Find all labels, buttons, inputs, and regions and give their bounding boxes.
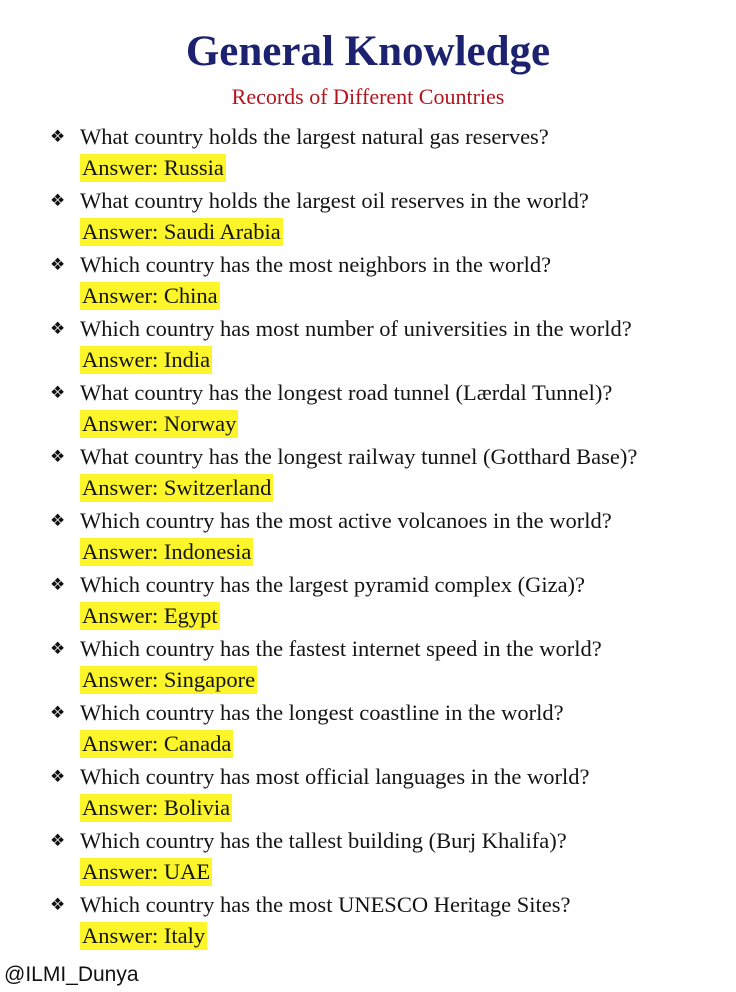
question-1 — [50, 122, 549, 152]
question-7 — [50, 506, 612, 536]
question-13 — [50, 890, 571, 920]
qa-item-7 — [0, 506, 736, 570]
question-2 — [50, 186, 589, 216]
question-5 — [50, 378, 612, 408]
question-text: Which country has the most active volcanoes in the world? — [80, 508, 612, 533]
answer-3: Answer: China — [82, 283, 218, 308]
question-text: Which country has most official languages in the world? — [80, 764, 590, 789]
page-subtitle: Records of Different Countries — [231, 84, 505, 109]
question-text: What country holds the largest natural gas reserves? — [80, 124, 549, 149]
qa-item-4 — [0, 314, 736, 378]
diamond-bullet-icon: ❖ — [50, 831, 66, 851]
qa-item-5 — [0, 378, 736, 442]
qa-item-6 — [0, 442, 736, 506]
answer-12: Answer: UAE — [82, 859, 211, 884]
question-4 — [50, 314, 632, 344]
question-3 — [50, 250, 551, 280]
question-text: Which country has most number of universities in the world? — [80, 316, 632, 341]
qa-item-12 — [0, 826, 736, 890]
question-6 — [50, 442, 637, 472]
answer-13: Answer: Italy — [82, 923, 206, 948]
answer-6: Answer: Switzerland — [82, 475, 272, 500]
diamond-bullet-icon: ❖ — [50, 895, 66, 915]
diamond-bullet-icon: ❖ — [50, 127, 66, 147]
question-12 — [50, 826, 567, 856]
diamond-bullet-icon: ❖ — [50, 767, 66, 787]
qa-item-13 — [0, 890, 736, 954]
qa-item-2 — [0, 186, 736, 250]
question-text: What country has the longest railway tunnel (Gotthard Base)? — [80, 444, 638, 469]
diamond-bullet-icon: ❖ — [50, 511, 66, 531]
qa-item-11 — [0, 762, 736, 826]
question-text: Which country has the largest pyramid complex (Giza)? — [80, 572, 586, 597]
answer-10: Answer: Canada — [82, 731, 232, 756]
qa-item-10 — [0, 698, 736, 762]
qa-item-1 — [0, 122, 736, 186]
answer-4: Answer: India — [82, 347, 211, 372]
question-text: Which country has the most neighbors in the world? — [80, 252, 552, 277]
qa-item-3 — [0, 250, 736, 314]
question-text: Which country has the longest coastline in the world? — [80, 700, 564, 725]
diamond-bullet-icon: ❖ — [50, 319, 66, 339]
question-9 — [50, 634, 602, 664]
question-text: What country holds the largest oil reserves in the world? — [80, 188, 589, 213]
question-text: What country has the longest road tunnel (Lærdal Tunnel)? — [80, 380, 613, 405]
answer-11: Answer: Bolivia — [82, 795, 231, 820]
diamond-bullet-icon: ❖ — [50, 575, 66, 595]
answer-8: Answer: Egypt — [82, 603, 218, 628]
channel-watermark: @ILMI_Dunya — [4, 963, 139, 986]
question-10 — [50, 698, 564, 728]
question-8 — [50, 570, 585, 600]
diamond-bullet-icon: ❖ — [50, 447, 66, 467]
diamond-bullet-icon: ❖ — [50, 383, 66, 403]
question-11 — [50, 762, 589, 792]
answer-5: Answer: Norway — [82, 411, 237, 436]
diamond-bullet-icon: ❖ — [50, 191, 66, 211]
qa-item-9 — [0, 634, 736, 698]
answer-7: Answer: Indonesia — [82, 539, 252, 564]
answer-9: Answer: Singapore — [82, 667, 256, 692]
qa-item-8 — [0, 570, 736, 634]
page-title: General Knowledge — [185, 28, 551, 75]
diamond-bullet-icon: ❖ — [50, 703, 66, 723]
question-text: Which country has the tallest building (Burj Khalifa)? — [80, 828, 567, 853]
diamond-bullet-icon: ❖ — [50, 255, 66, 275]
answer-1: Answer: Russia — [82, 155, 224, 180]
question-text: Which country has the fastest internet speed in the world? — [80, 636, 602, 661]
question-text: Which country has the most UNESCO Heritage Sites? — [80, 892, 571, 917]
diamond-bullet-icon: ❖ — [50, 639, 66, 659]
answer-2: Answer: Saudi Arabia — [82, 219, 281, 244]
